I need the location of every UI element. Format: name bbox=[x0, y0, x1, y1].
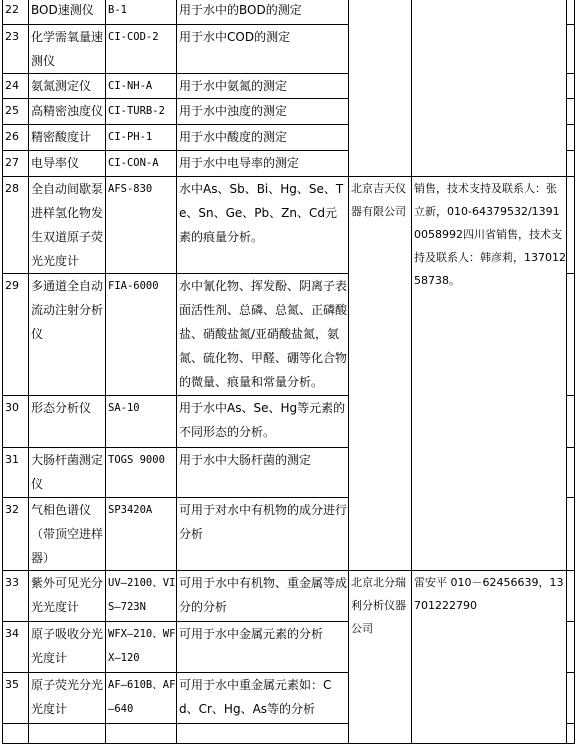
instrument-model: WFX—210、WFX—120 bbox=[106, 622, 177, 673]
row-number: 26 bbox=[3, 125, 29, 151]
edge-cell bbox=[567, 622, 575, 673]
instrument-name: 高精密浊度仪 bbox=[29, 99, 106, 125]
row-number: 25 bbox=[3, 99, 29, 125]
supplier-contact: 雷安平 010－62456639，13701222790 bbox=[412, 571, 567, 744]
row-number: 34 bbox=[3, 622, 29, 673]
instrument-name: BOD速测仪 bbox=[29, 0, 106, 25]
edge-cell bbox=[567, 125, 575, 151]
instrument-model: CI-TURB-2 bbox=[106, 99, 177, 125]
edge-cell bbox=[567, 448, 575, 498]
row-number: 23 bbox=[3, 25, 29, 74]
instrument-name: 紫外可见光分光光度计 bbox=[29, 571, 106, 622]
instrument-model: CI-PH-1 bbox=[106, 125, 177, 151]
instrument-name: 精密酸度计 bbox=[29, 125, 106, 151]
instrument-description: 可用于对水中有机物的成分进行分析 bbox=[177, 498, 349, 571]
row-number: 30 bbox=[3, 396, 29, 448]
instrument-description: 用于水中的BOD的测定 bbox=[177, 0, 349, 25]
edge-cell bbox=[567, 99, 575, 125]
instrument-model: CI-NH-A bbox=[106, 74, 177, 99]
supplier-contact: 销售，技术支持及联系人：张立新，010-64379532/13910058992四川省销售，技术支持及联系人：韩彦莉，13701258738。 bbox=[412, 177, 567, 571]
instrument-name: 大肠杆菌测定仪 bbox=[29, 448, 106, 498]
table-row bbox=[3, 0, 575, 25]
row-number: 28 bbox=[3, 177, 29, 274]
instrument-description: 用于水中氨氮的测定 bbox=[177, 74, 349, 99]
instrument-model: CI-COD-2 bbox=[106, 25, 177, 74]
instrument-model: UV—2100、VIS—723N bbox=[106, 571, 177, 622]
instrument-description: 用于水中COD的测定 bbox=[177, 25, 349, 74]
instrument-name: 电导率仪 bbox=[29, 151, 106, 177]
edge-cell bbox=[567, 151, 575, 177]
row-number: 27 bbox=[3, 151, 29, 177]
supplier-cell-empty bbox=[349, 0, 412, 177]
instrument-table bbox=[2, 0, 575, 744]
instrument-description: 用于水中电导率的测定 bbox=[177, 151, 349, 177]
supplier-name: 北京北分瑞利分析仪器公司 bbox=[349, 571, 412, 744]
instrument-name: 原子吸收分光光度计 bbox=[29, 622, 106, 673]
edge-cell bbox=[567, 25, 575, 74]
instrument-description: 水中氰化物、挥发酚、阴离子表面活性剂、总磷、总氮、正磷酸盐、硝酸盐氮/亚硝酸盐氮，氨氮、硫化物、甲醛、硼等化合物的微量、痕量和常量分析。 bbox=[177, 274, 349, 396]
instrument-model: CI-CON-A bbox=[106, 151, 177, 177]
edge-cell bbox=[567, 673, 575, 724]
edge-cell bbox=[567, 396, 575, 448]
instrument-description: 可用于水中金属元素的分析 bbox=[177, 622, 349, 673]
table-row bbox=[3, 177, 575, 274]
instrument-description: 用于水中酸度的测定 bbox=[177, 125, 349, 151]
row-number: 35 bbox=[3, 673, 29, 724]
row-number: 29 bbox=[3, 274, 29, 396]
instrument-name: 原子荧光分光光度计 bbox=[29, 673, 106, 724]
edge-cell bbox=[567, 0, 575, 25]
edge-cell bbox=[567, 498, 575, 571]
instrument-name: 化学需氧量速测仪 bbox=[29, 25, 106, 74]
row-number: 24 bbox=[3, 74, 29, 99]
instrument-model: TOGS 9000 bbox=[106, 448, 177, 498]
instrument-description: 可用于水中有机物、重金属等成分的分析 bbox=[177, 571, 349, 622]
row-number: 33 bbox=[3, 571, 29, 622]
instrument-name: 气相色谱仪（带顶空进样器） bbox=[29, 498, 106, 571]
instrument-model: FIA-6000 bbox=[106, 274, 177, 396]
edge-cell bbox=[567, 571, 575, 622]
edge-cell bbox=[567, 74, 575, 99]
instrument-model: B-1 bbox=[106, 0, 177, 25]
instrument-description: 用于水中大肠杆菌的测定 bbox=[177, 448, 349, 498]
row-number: 31 bbox=[3, 448, 29, 498]
supplier-name: 北京吉天仪器有限公司 bbox=[349, 177, 412, 571]
table-row bbox=[3, 571, 575, 622]
instrument-description: 用于水中As、Se、Hg等元素的不同形态的分析。 bbox=[177, 396, 349, 448]
instrument-model: SP3420A bbox=[106, 498, 177, 571]
instrument-description: 用于水中浊度的测定 bbox=[177, 99, 349, 125]
instrument-model: AFS-830 bbox=[106, 177, 177, 274]
row-number: 22 bbox=[3, 0, 29, 25]
instrument-name: 形态分析仪 bbox=[29, 396, 106, 448]
edge-cell bbox=[567, 274, 575, 396]
instrument-model: AF—610B、AF—640 bbox=[106, 673, 177, 724]
instrument-description: 水中As、Sb、Bi、Hg、Se、Te、Sn、Ge、Pb、Zn、Cd元素的痕量分析。 bbox=[177, 177, 349, 274]
instrument-description: 可用于水中重金属元素如：Cd、Cr、Hg、As等的分析 bbox=[177, 673, 349, 724]
instrument-name: 氨氮测定仪 bbox=[29, 74, 106, 99]
instrument-name: 全自动间歇泵进样氢化物发生双道原子荧光光度计 bbox=[29, 177, 106, 274]
row-number: 32 bbox=[3, 498, 29, 571]
instrument-name: 多通道全自动流动注射分析仪 bbox=[29, 274, 106, 396]
edge-cell bbox=[567, 177, 575, 274]
instrument-model: SA-10 bbox=[106, 396, 177, 448]
contact-cell-empty bbox=[412, 0, 567, 177]
